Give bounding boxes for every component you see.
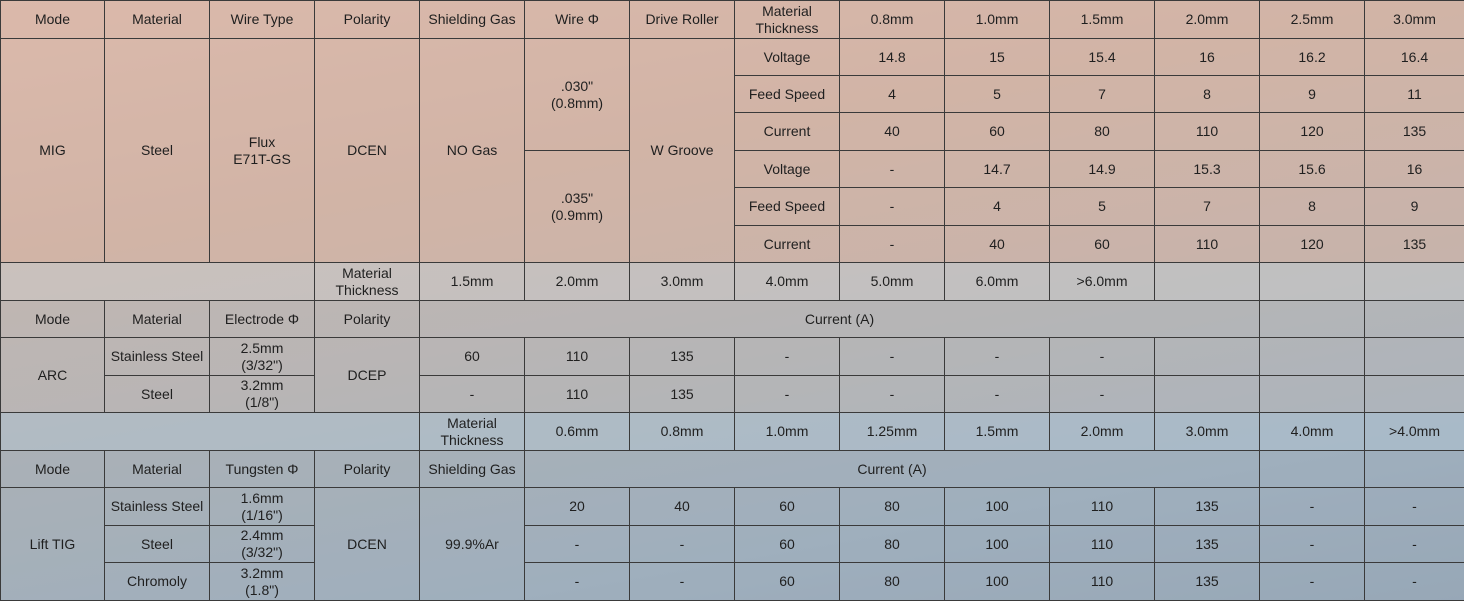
value-cell: 16 [1155,39,1260,76]
param-label: Current [735,226,840,263]
mode-cell: ARC [1,338,105,413]
material-cell: Stainless Steel [105,338,210,376]
col-header: Wire Type [210,1,315,39]
value-cell: 14.9 [1050,151,1155,188]
thickness-cell: 2.0mm [525,263,630,301]
col-header: Drive Roller [630,1,735,39]
table-row [1,526,1464,563]
value-cell: 110 [1050,488,1155,526]
value-cell: 16 [1365,151,1464,188]
value-cell: 8 [1260,188,1365,226]
value-cell: 110 [1050,526,1155,563]
value-cell: 110 [1155,226,1260,263]
value-cell: - [630,526,735,563]
tig-header-row [1,451,1464,488]
col-header: Mode [1,451,105,488]
value-cell: - [630,563,735,601]
blank-cell [1,263,315,301]
value-cell: 16.2 [1260,39,1365,76]
col-header: Polarity [315,1,420,39]
value-cell: - [1365,526,1464,563]
mode-cell: Lift TIG [1,488,105,601]
value-cell: 135 [1155,488,1260,526]
thickness-cell: >6.0mm [1050,263,1155,301]
thickness-cell: 1.25mm [840,413,945,451]
value-cell: 40 [945,226,1050,263]
gas-cell: 99.9%Ar [420,488,525,601]
value-cell: 80 [1050,113,1155,151]
polarity-cell: DCEN [315,39,420,263]
blank-cell [1365,338,1464,376]
value-cell: 110 [1050,563,1155,601]
thickness-cell: 5.0mm [840,263,945,301]
col-header: 3.0mm [1365,1,1464,39]
current-header: Current (A) [525,451,1260,488]
value-cell: 135 [630,376,735,413]
value-cell: 40 [840,113,945,151]
col-header: 1.5mm [1050,1,1155,39]
value-cell: 20 [525,488,630,526]
thickness-cell: 1.5mm [420,263,525,301]
value-cell: - [840,376,945,413]
blank-cell [1260,376,1365,413]
thickness-cell: 6.0mm [945,263,1050,301]
value-cell: 60 [735,563,840,601]
value-cell: - [945,376,1050,413]
blank-cell [1155,338,1260,376]
blank-cell [1260,338,1365,376]
value-cell: - [1365,488,1464,526]
value-cell: 60 [420,338,525,376]
value-cell: 14.7 [945,151,1050,188]
value-cell: - [840,226,945,263]
thickness-cell: 4.0mm [1260,413,1365,451]
thickness-cell: >4.0mm [1365,413,1464,451]
blank-cell [1365,263,1464,301]
blank-cell [1260,263,1365,301]
thickness-cell: 0.8mm [630,413,735,451]
material-cell: Chromoly [105,563,210,601]
value-cell: 135 [1365,226,1464,263]
wire-size-cell: .030" (0.8mm) [525,39,630,151]
col-header: Material Thickness [735,1,840,39]
thickness-cell: 3.0mm [630,263,735,301]
value-cell: 110 [1155,113,1260,151]
tig-thickness-row [1,413,1464,451]
thickness-cell: 1.5mm [945,413,1050,451]
value-cell: 110 [525,376,630,413]
value-cell: 8 [1155,76,1260,113]
current-header: Current (A) [420,301,1260,338]
value-cell: 5 [1050,188,1155,226]
param-label: Voltage [735,151,840,188]
tungsten-cell: 1.6mm (1/16") [210,488,315,526]
value-cell: 135 [630,338,735,376]
tungsten-cell: 3.2mm (1.8") [210,563,315,601]
param-label: Current [735,113,840,151]
blank-cell [1,413,420,451]
thickness-label: Material Thickness [420,413,525,451]
col-header: 0.8mm [840,1,945,39]
value-cell: - [1050,376,1155,413]
value-cell: - [945,338,1050,376]
value-cell: 120 [1260,226,1365,263]
col-header: Shielding Gas [420,1,525,39]
thickness-label: Material Thickness [315,263,420,301]
col-header: Shielding Gas [420,451,525,488]
thickness-cell: 1.0mm [735,413,840,451]
col-header: Electrode Φ [210,301,315,338]
value-cell: 11 [1365,76,1464,113]
param-label: Voltage [735,39,840,76]
value-cell: 15.6 [1260,151,1365,188]
col-header: Mode [1,1,105,39]
value-cell: 4 [840,76,945,113]
blank-cell [1365,301,1464,338]
table-row [1,338,1464,376]
value-cell: 15 [945,39,1050,76]
value-cell: 120 [1260,113,1365,151]
blank-cell [1365,376,1464,413]
value-cell: 9 [1260,76,1365,113]
electrode-cell: 3.2mm (1/8") [210,376,315,413]
value-cell: 15.3 [1155,151,1260,188]
value-cell: - [1260,563,1365,601]
drive-roller-cell: W Groove [630,39,735,263]
thickness-cell: 3.0mm [1155,413,1260,451]
electrode-cell: 2.5mm (3/32") [210,338,315,376]
col-header: Polarity [315,301,420,338]
value-cell: - [1260,526,1365,563]
table-row [1,39,1464,76]
value-cell: - [840,151,945,188]
value-cell: - [840,338,945,376]
thickness-cell: 2.0mm [1050,413,1155,451]
value-cell: 135 [1365,113,1464,151]
col-header: 2.5mm [1260,1,1365,39]
blank-cell [1365,451,1464,488]
col-header: 1.0mm [945,1,1050,39]
arc-thickness-row [1,263,1464,301]
value-cell: 135 [1155,526,1260,563]
blank-cell [1155,263,1260,301]
table-row [1,376,1464,413]
value-cell: - [735,338,840,376]
value-cell: - [1260,488,1365,526]
wire-type-cell: Flux E71T-GS [210,39,315,263]
value-cell: 40 [630,488,735,526]
value-cell: 60 [735,488,840,526]
value-cell: - [525,563,630,601]
value-cell: 9 [1365,188,1464,226]
material-cell: Steel [105,526,210,563]
col-header: Material [105,1,210,39]
value-cell: 100 [945,563,1050,601]
material-cell: Stainless Steel [105,488,210,526]
value-cell: 60 [735,526,840,563]
gas-cell: NO Gas [420,39,525,263]
value-cell: 14.8 [840,39,945,76]
value-cell: 16.4 [1365,39,1464,76]
polarity-cell: DCEP [315,338,420,413]
value-cell: 7 [1050,76,1155,113]
col-header: Material [105,451,210,488]
table-row [1,563,1464,601]
param-label: Feed Speed [735,188,840,226]
value-cell: - [525,526,630,563]
value-cell: 60 [1050,226,1155,263]
value-cell: - [420,376,525,413]
material-cell: Steel [105,39,210,263]
value-cell: 80 [840,488,945,526]
thickness-cell: 0.6mm [525,413,630,451]
polarity-cell: DCEN [315,488,420,601]
value-cell: 15.4 [1050,39,1155,76]
thickness-cell: 4.0mm [735,263,840,301]
value-cell: 110 [525,338,630,376]
mig-header-row [1,1,1464,39]
value-cell: 80 [840,526,945,563]
value-cell: 7 [1155,188,1260,226]
value-cell: - [1365,563,1464,601]
table-row [1,488,1464,526]
mode-cell: MIG [1,39,105,263]
value-cell: 135 [1155,563,1260,601]
arc-header-row [1,301,1464,338]
value-cell: - [735,376,840,413]
col-header: Material [105,301,210,338]
value-cell: 80 [840,563,945,601]
value-cell: 60 [945,113,1050,151]
value-cell: 100 [945,488,1050,526]
value-cell: 5 [945,76,1050,113]
col-header: Mode [1,301,105,338]
value-cell: - [840,188,945,226]
wire-size-cell: .035" (0.9mm) [525,151,630,263]
blank-cell [1155,376,1260,413]
value-cell: 100 [945,526,1050,563]
col-header: 2.0mm [1155,1,1260,39]
blank-cell [1260,451,1365,488]
value-cell: - [1050,338,1155,376]
col-header: Polarity [315,451,420,488]
param-label: Feed Speed [735,76,840,113]
value-cell: 4 [945,188,1050,226]
material-cell: Steel [105,376,210,413]
col-header: Tungsten Φ [210,451,315,488]
blank-cell [1260,301,1365,338]
col-header: Wire Φ [525,1,630,39]
tungsten-cell: 2.4mm (3/32") [210,526,315,563]
